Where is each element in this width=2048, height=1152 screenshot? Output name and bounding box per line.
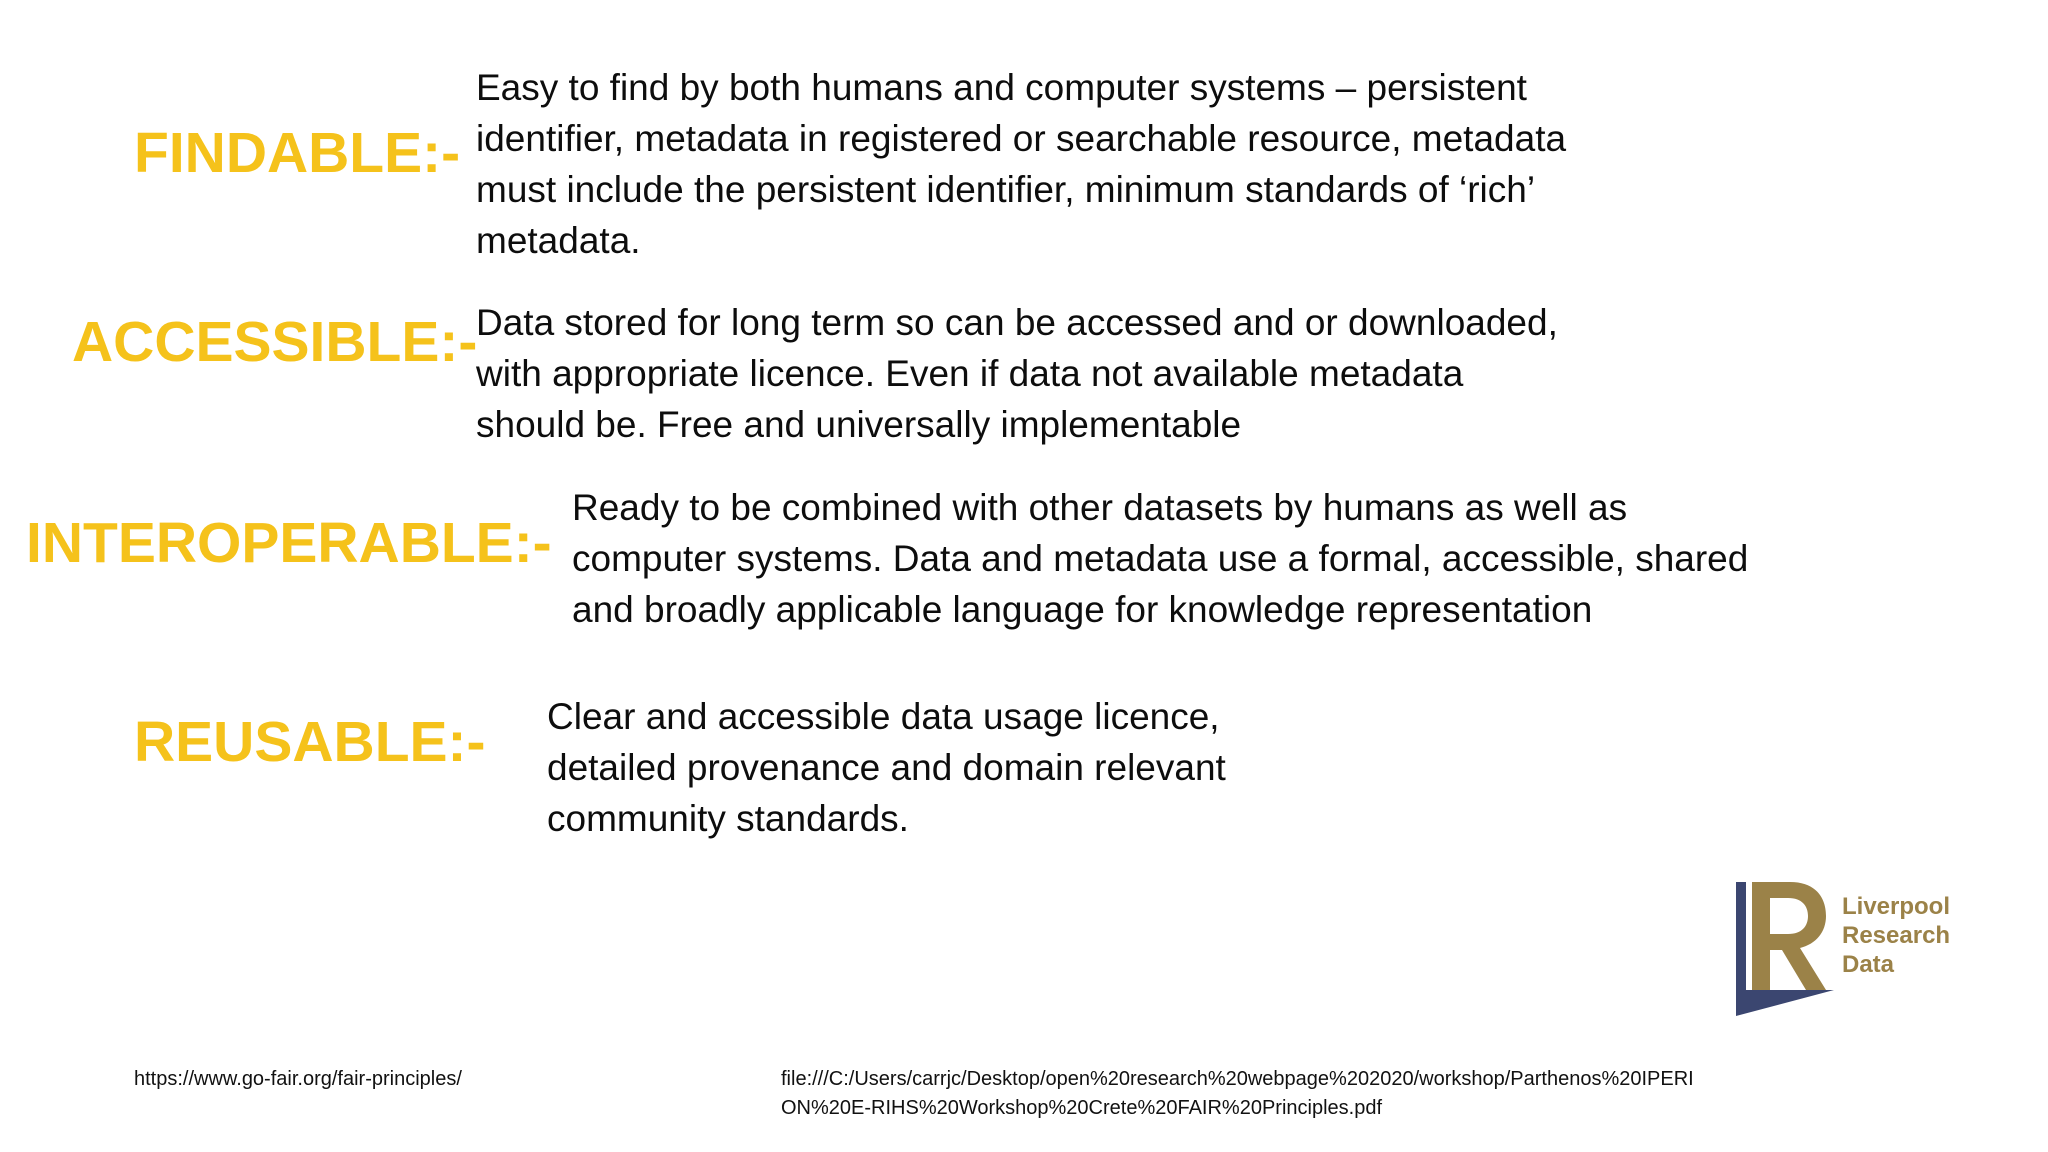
source-url-text[interactable]: https://www.go-fair.org/fair-principles/ (134, 1068, 462, 1090)
source-file-path[interactable] (781, 1065, 1694, 1123)
desc-line: should be. Free and universally implementable (476, 404, 1242, 445)
desc-interoperable (572, 482, 1748, 635)
desc-findable (476, 62, 1566, 266)
desc-reusable (547, 691, 1226, 844)
logo-text-line: Research (1842, 922, 1951, 949)
liverpool-research-data-logo (1730, 878, 1970, 1016)
desc-line: identifier, metadata in registered or searchable resource, metadata (476, 118, 1567, 159)
desc-line: must include the persistent identifier, minimum standards of ‘rich’ (476, 169, 1536, 210)
source-url[interactable] (134, 1065, 462, 1094)
desc-accessible (476, 297, 1558, 450)
desc-line: Easy to find by both humans and computer systems – persistent (476, 67, 1527, 108)
term-accessible: ACCESSIBLE:- (72, 310, 478, 374)
term-findable: FINDABLE:- (134, 121, 461, 185)
desc-line: Clear and accessible data usage licence, (547, 696, 1220, 737)
liverpool-research-data-logo-icon (1730, 878, 1834, 1016)
logo-text (1842, 892, 1950, 979)
desc-line: and broadly applicable language for knowledge representation (572, 589, 1593, 630)
desc-line: Ready to be combined with other datasets by humans as well as (572, 487, 1628, 528)
desc-line: computer systems. Data and metadata use a formal, accessible, shared (572, 538, 1749, 579)
source-file-line[interactable]: ON%20E-RIHS%20Workshop%20Crete%20FAIR%20Principles.pdf (781, 1097, 1383, 1119)
logo-text-line: Liverpool (1842, 893, 1951, 920)
term-reusable: REUSABLE:- (134, 710, 486, 774)
term-interoperable: INTEROPERABLE:- (26, 511, 552, 575)
desc-line: Data stored for long term so can be accessed and or downloaded, (476, 302, 1558, 343)
desc-line: metadata. (476, 220, 641, 261)
desc-line: community standards. (547, 798, 909, 839)
desc-line: with appropriate licence. Even if data not available metadata (476, 353, 1464, 394)
logo-text-line: Data (1842, 951, 1895, 978)
source-file-line[interactable]: file:///C:/Users/carrjc/Desktop/open%20research%20webpage%202020/workshop/Parthenos%20IPERI (781, 1068, 1694, 1090)
desc-line: detailed provenance and domain relevant (547, 747, 1226, 788)
